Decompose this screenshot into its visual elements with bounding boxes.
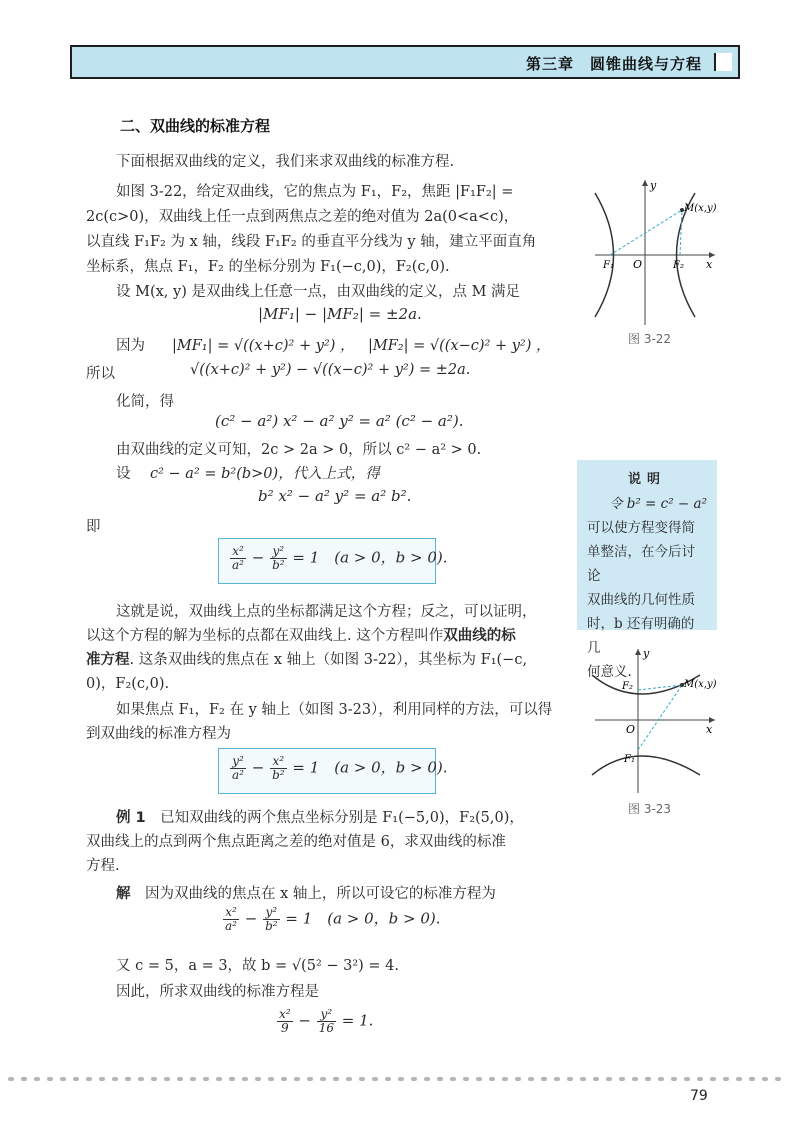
note-line: 时，b 还有明确的几 xyxy=(587,616,695,656)
origin-label: O xyxy=(633,258,643,271)
fraction: $\frac{\text{y²}}{\text{b²}}$ xyxy=(265,905,278,934)
text-line: 准方程. 这条双曲线的焦点在 x 轴上（如图 3-22），其坐标为 F₁(−c, xyxy=(86,652,528,668)
f1-label: F₁ xyxy=(603,260,614,271)
fraction: $\frac{\text{x²}}{\text{b²}}$ xyxy=(272,754,285,783)
note-line: 可以使方程变得简 xyxy=(587,520,695,536)
solution-line: 因此，所求双曲线的标准方程是 xyxy=(116,984,319,1000)
text-line: 如果焦点 F₁，F₂ 在 y 轴上（如图 3-23），利用同样的方法，可以得 xyxy=(116,702,553,718)
figure-3-23 xyxy=(590,645,720,795)
figure-3-22 xyxy=(590,175,720,330)
note-title: 说明 xyxy=(627,472,666,487)
fraction: $\frac{\text{y²}}{\text{a²}}$ xyxy=(232,754,244,783)
text-line: 即 xyxy=(86,519,101,535)
standard-equation-y-axis: $\frac{\text{y²}}{\text{a²}}$ − $\frac{\text{x²}}{\text{b²}}$ = 1 (a > 0，b > 0). xyxy=(218,748,436,794)
text-line: 2c(c>0)，双曲线上任一点到两焦点之差的绝对值为 2a(0<a<c)， xyxy=(86,209,519,225)
f1-label: F₁ xyxy=(624,754,635,765)
text-line: 以直线 F₁F₂ 为 x 轴，线段 F₁F₂ 的垂直平分线为 y 轴，建立平面直角 xyxy=(86,234,537,250)
answer-equation: $\frac{\text{x²}}{9}$ − $\frac{\text{y²}}{16}$ = 1. xyxy=(279,1007,374,1036)
equation: √((x+c)² + y²) − √((x−c)² + y²) = ±2a. xyxy=(190,362,471,378)
x-label: x xyxy=(706,723,713,736)
note-line: 单整洁，在今后讨论 xyxy=(587,544,695,584)
figure-caption: 图 3-23 xyxy=(628,802,672,816)
text-line: 化简，得 xyxy=(116,394,174,410)
chapter-header xyxy=(70,45,740,79)
solution-line: 解 因为双曲线的焦点在 x 轴上，所以可设它的标准方程为 xyxy=(116,886,496,902)
text-line: 这就是说，双曲线上点的坐标都满足这个方程；反之，可以证明， xyxy=(116,604,537,620)
footer-dotted-rule xyxy=(0,1076,800,1082)
text-line: 设 xyxy=(116,466,131,482)
solution-line: 又 c = 5，a = 3，故 b = √(5² − 3²) = 4. xyxy=(116,958,400,974)
y-axis-arrow xyxy=(642,180,648,186)
origin-label: O xyxy=(626,723,636,736)
chapter-title: 第三章 圆锥曲线与方程 xyxy=(525,55,702,73)
header-tab-marker xyxy=(714,53,732,71)
text-line: 因为 xyxy=(116,338,145,354)
page-number: 79 xyxy=(690,1088,708,1104)
f2-label: F₂ xyxy=(622,681,633,692)
focal-line-mf2 xyxy=(680,210,682,255)
text-line: 所以 xyxy=(86,366,115,382)
fraction: $\frac{\text{x²}}{\text{a²}}$ xyxy=(225,905,237,934)
f2-label: F₂ xyxy=(673,260,684,271)
focal-line-mf1 xyxy=(638,685,682,750)
equation: c² − a² = b²(b>0)，代入上式，得 xyxy=(150,466,380,482)
text-line: 设 M(x, y) 是双曲线上任意一点，由双曲线的定义，点 M 满足 xyxy=(116,284,521,300)
note-box xyxy=(577,460,717,680)
section-title: 二、双曲线的标准方程 xyxy=(120,117,271,135)
focal-line-mf1 xyxy=(610,210,682,255)
hyperbola-lower-branch xyxy=(592,756,700,775)
fraction: $\frac{\text{y²}}{16}$ xyxy=(318,1007,334,1036)
solution-equation: $\frac{\text{x²}}{\text{a²}}$ − $\frac{\text{y²}}{\text{b²}}$ = 1 (a > 0，b > 0). xyxy=(225,905,441,934)
text-line: 0)，F₂(c,0). xyxy=(86,676,170,692)
y-label: y xyxy=(650,179,657,192)
example-line: 双曲线上的点到两个焦点距离之差的绝对值是 6，求双曲线的标准 xyxy=(86,834,506,850)
equation: |MF₂| = √((x−c)² + y²) ， xyxy=(368,338,551,354)
note-line: 双曲线的几何性质 xyxy=(587,592,695,608)
standard-equation-x-axis: $\frac{\text{x²}}{\text{a²}}$ − $\frac{\text{y²}}{\text{b²}}$ = 1 (a > 0，b > 0). xyxy=(218,538,436,584)
text-line: 以这个方程的解为坐标的点都在双曲线上. 这个方程叫作双曲线的标 xyxy=(86,628,516,644)
example-line: 例 1 已知双曲线的两个焦点坐标分别是 F₁(−5,0)，F₂(5,0)， xyxy=(116,810,524,826)
y-axis-arrow xyxy=(635,649,641,655)
fraction: $\frac{\text{y²}}{\text{b²}}$ xyxy=(272,544,285,573)
note-line: 令 b² = c² − a² xyxy=(608,496,707,512)
text-line: 坐标系，焦点 F₁，F₂ 的坐标分别为 F₁(−c,0)，F₂(c,0). xyxy=(86,259,450,275)
text-line: 下面根据双曲线的定义，我们来求双曲线的标准方程. xyxy=(116,154,455,170)
equation: (c² − a²) x² − a² y² = a² (c² − a²). xyxy=(215,412,464,430)
note-line: 何意义. xyxy=(587,664,632,680)
m-label: M(x,y) xyxy=(684,203,717,214)
text-line: 由双曲线的定义可知，2c > 2a > 0，所以 c² − a² > 0. xyxy=(116,442,482,458)
example-line: 方程. xyxy=(86,858,120,874)
m-label: M(x,y) xyxy=(684,679,717,690)
y-label: y xyxy=(643,647,650,660)
fraction: $\frac{\text{x²}}{9}$ xyxy=(279,1007,291,1036)
text-line: 如图 3-22，给定双曲线，它的焦点为 F₁，F₂，焦距 |F₁F₂| = xyxy=(116,184,514,200)
figure-caption: 图 3-22 xyxy=(628,332,672,346)
x-label: x xyxy=(706,258,713,271)
text-line: 到双曲线的标准方程为 xyxy=(86,726,231,742)
equation: b² x² − a² y² = a² b². xyxy=(258,487,412,505)
equation: |MF₁| − |MF₂| = ±2a. xyxy=(258,305,422,323)
fraction: $\frac{\text{x²}}{\text{a²}}$ xyxy=(232,544,244,573)
equation: |MF₁| = √((x+c)² + y²) ， xyxy=(172,338,355,354)
